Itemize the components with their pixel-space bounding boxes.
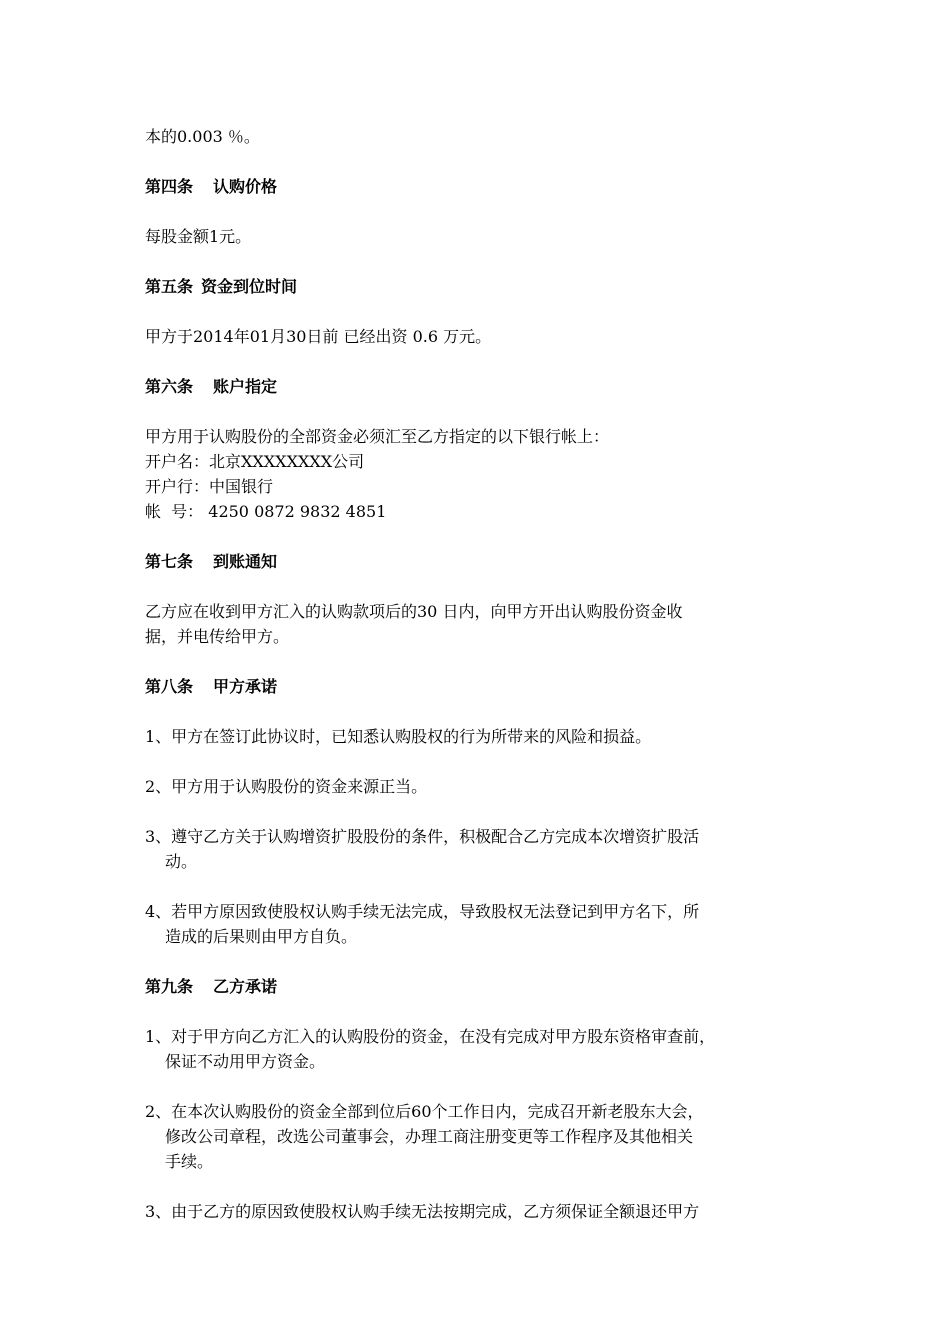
section-4-title: 认购价格 [213,177,278,196]
list-item-continuation: 动。 [165,852,198,871]
list-item [145,899,845,949]
section-9-number: 第九条 [145,977,194,996]
section-8-number: 第八条 [145,677,194,696]
account-number-line: 帐 号： 4250 0872 9832 4851 [145,502,387,521]
list-item-text: 1、甲方在签订此协议时，已知悉认购股权的行为所带来的风险和损益。 [145,727,652,746]
section-4-heading [145,174,845,199]
section-7-line: 乙方应在收到甲方汇入的认购款项后的30 日内，向甲方开出认购股份资金收 [145,602,683,621]
section-5-number: 第五条 [145,277,194,296]
list-item-continuation: 造成的后果则由甲方自负。 [165,927,358,946]
bank-name-line: 开户行：中国银行 [145,477,274,496]
list-item [145,724,845,749]
list-item [145,1024,845,1074]
list-item [145,824,845,874]
section-9-heading [145,974,845,999]
account-name-line: 开户名：北京XXXXXXXX公司 [145,452,365,471]
section-6-line: 甲方用于认购股份的全部资金必须汇至乙方指定的以下银行帐上： [145,427,610,446]
intro-line: 本的0.003 ％。 [145,127,260,146]
section-8-title: 甲方承诺 [213,677,278,696]
list-item-text: 3、遵守乙方关于认购增资扩股股份的条件，积极配合乙方完成本次增资扩股活 [145,827,700,846]
list-item [145,1199,845,1224]
list-item-continuation: 手续。 [165,1152,214,1171]
section-4-body [145,224,845,249]
section-4-line: 每股金额1元。 [145,227,252,246]
section-8-heading [145,674,845,699]
section-6-title: 账户指定 [213,377,278,396]
list-item-text: 2、甲方用于认购股份的资金来源正当。 [145,777,428,796]
list-item-continuation: 保证不动用甲方资金。 [165,1052,326,1071]
list-item [145,774,845,799]
list-item-text: 1、对于甲方向乙方汇入的认购股份的资金，在没有完成对甲方股东资格审查前， [145,1027,716,1046]
section-7-title: 到账通知 [213,552,278,571]
section-9-title: 乙方承诺 [213,977,278,996]
list-item-text: 4、若甲方原因致使股权认购手续无法完成，导致股权无法登记到甲方名下，所 [145,902,700,921]
section-7-line: 据，并电传给甲方。 [145,627,290,646]
section-5-line: 甲方于2014年01月30日前 已经出资 0.6 万元。 [145,327,492,346]
section-5-title: 资金到位时间 [201,277,298,296]
section-5-body [145,324,845,349]
section-6-number: 第六条 [145,377,194,396]
section-6-heading [145,374,845,399]
section-6-body [145,424,845,524]
list-item [145,1099,845,1174]
list-item-text: 2、在本次认购股份的资金全部到位后60个工作日内，完成召开新老股东大会， [145,1102,704,1121]
section-7-number: 第七条 [145,552,194,571]
document-page [145,124,845,1224]
section-4-number: 第四条 [145,177,194,196]
section-7-body [145,599,845,649]
section-5-heading [145,274,845,299]
list-item-continuation: 修改公司章程，改选公司董事会，办理工商注册变更等工作程序及其他相关 [165,1127,694,1146]
list-item-text: 3、由于乙方的原因致使股权认购手续无法按期完成，乙方须保证全额退还甲方 [145,1202,700,1221]
section-7-heading [145,549,845,574]
